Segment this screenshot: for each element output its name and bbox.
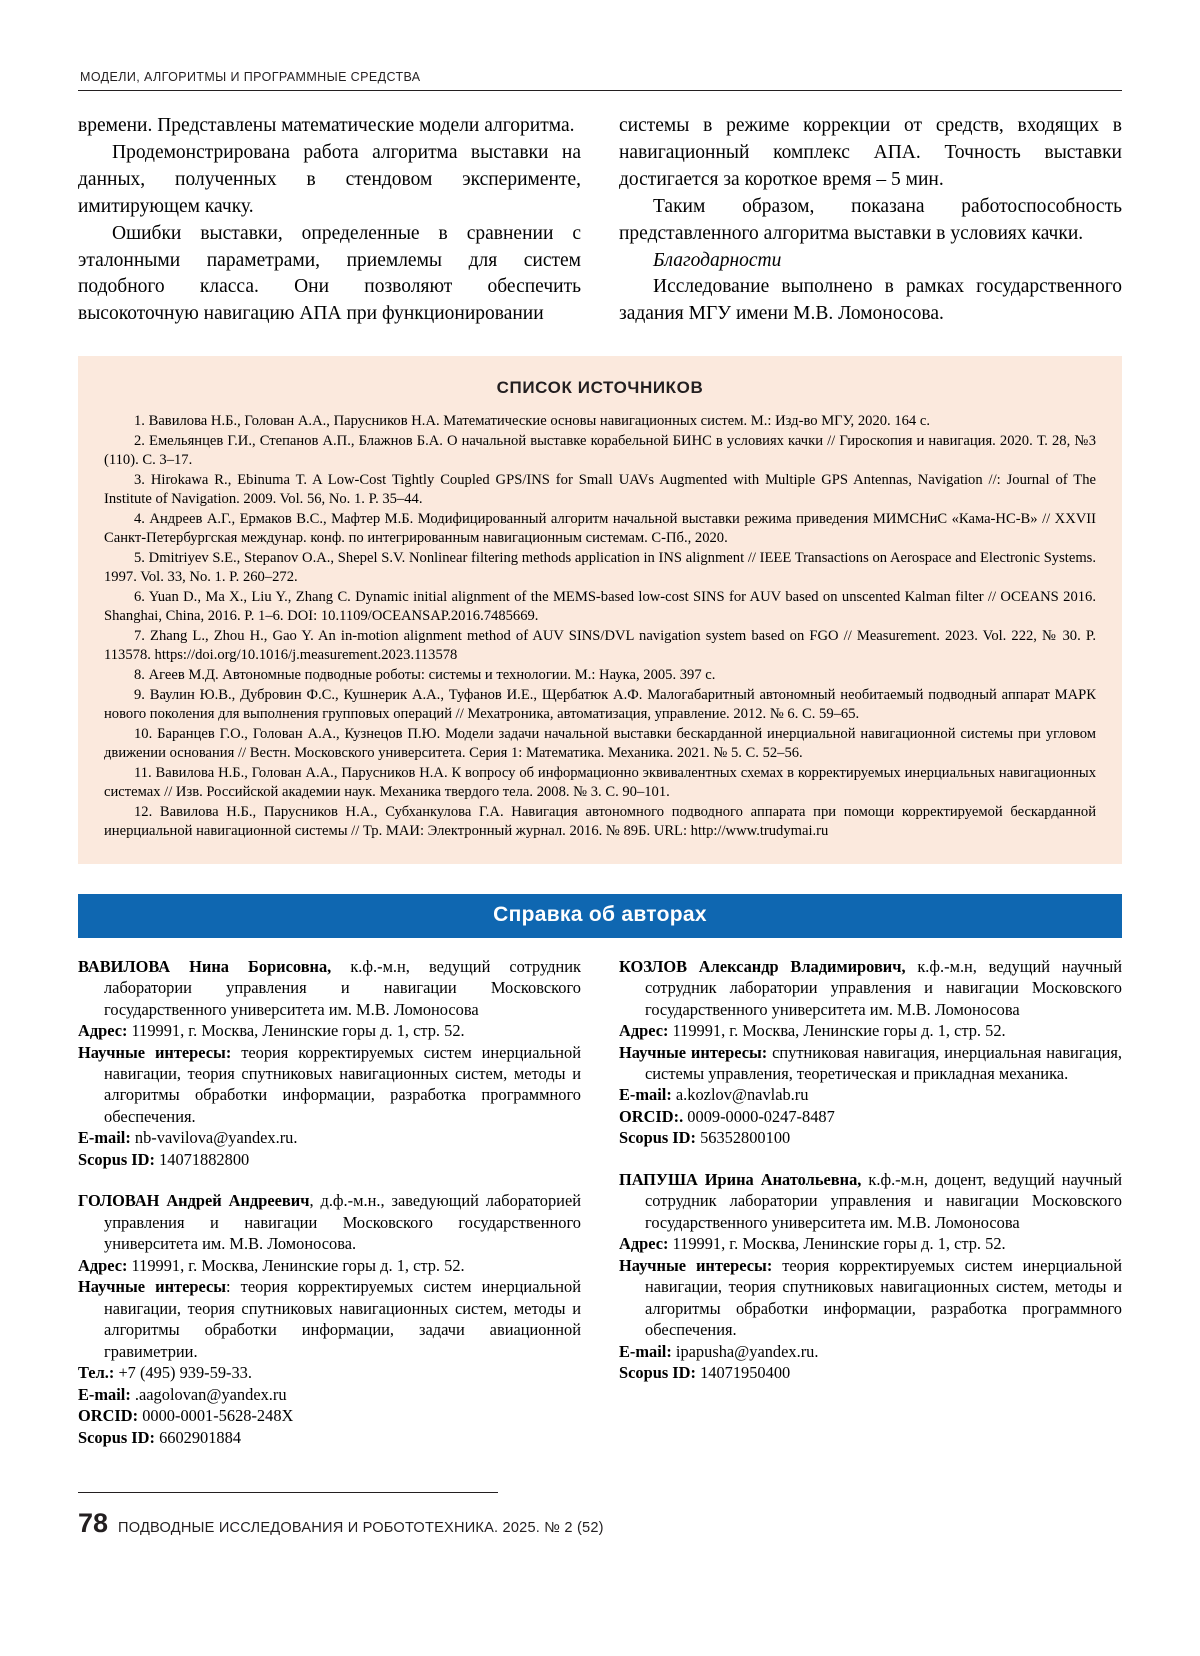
reference-item: 9. Ваулин Ю.В., Дубровин Ф.С., Кушнерик А.А., Туфанов И.Е., Щербатюк А.Ф. Малогабаритный автономный необитаемый подводный аппарат МАРК нового поколения для выполнения групповых операций // Мехатроника, автоматизация, управление. 2012. № 6. С. 59–65. — [104, 686, 1096, 722]
author-position: к.ф.-м.н, ведущий сотрудник лаборатории управления и навигации Московского государственного университета им. М.В. Ломоносова — [104, 956, 581, 1019]
reference-item: 8. Агеев М.Д. Автономные подводные роботы: системы и технологии. М.: Наука, 2005. 397 с. — [134, 666, 716, 683]
authors-section — [78, 956, 1122, 1469]
reference-item: 4. Андреев А.Г., Ермаков В.С., Мафтер М.Б. Модифицированный алгоритм начальной выставки режима приведения МИМСНиС «Кама-НС-В» // XXVII Санкт-Петербургская междунар. конф. по интегрированным навигационным системам. С-Пб., 2020. — [104, 511, 1096, 547]
author-email-line — [78, 1127, 581, 1148]
paragraph: системы в режиме коррекции от средств, входящих в навигационный комплекс АПА. Точность выставки достигается за короткое время – 5 мин. — [619, 115, 1122, 190]
references-box — [78, 356, 1122, 863]
author-scopus-line — [78, 1427, 581, 1448]
acknowledgements-text: Исследование выполнено в рамках государственного задания МГУ имени М.В. Ломоносова. — [619, 276, 1122, 325]
author-name: ВАВИЛОВА Нина Борисовна, — [78, 956, 332, 976]
paragraph: Таким образом, показана работоспособность представленного алгоритма выставки в условиях качки. — [619, 195, 1122, 244]
body-column-left — [78, 113, 581, 328]
author-address-line — [619, 1020, 1122, 1041]
interests-label: Научные интересы: — [78, 1042, 232, 1062]
scopus-value: 56352800100 — [695, 1128, 791, 1148]
author-scopus-line — [619, 1362, 1122, 1383]
author-phone-line — [78, 1362, 581, 1383]
reference-item: 2. Емельянцев Г.И., Степанов А.П., Блажнов Б.А. О начальной выставке корабельной БИНС в условиях качки // Гироскопия и навигация. 2020. Т. 28, №3 (110). С. 3–17. — [104, 433, 1096, 469]
authors-column-right — [619, 956, 1122, 1469]
orcid-label: ORCID: — [78, 1406, 139, 1426]
author-interests-line — [619, 1042, 1122, 1085]
footer — [78, 1508, 604, 1539]
email-value[interactable]: nb-vavilova@yandex.ru. — [130, 1128, 298, 1148]
author-orcid-line — [619, 1106, 1122, 1127]
email-label: E-mail: — [78, 1128, 131, 1148]
author-name: ПАПУША Ирина Анатольевна, — [619, 1169, 862, 1189]
author-entry — [619, 1169, 1122, 1384]
address-label: Адрес: — [619, 1021, 669, 1041]
email-label: E-mail: — [619, 1341, 672, 1361]
acknowledgements-heading: Благодарности — [653, 249, 782, 271]
scopus-value: 14071882800 — [154, 1149, 250, 1169]
reference-item: 11. Вавилова Н.Б., Голован А.А., Парусников Н.А. К вопросу об информационно эквивалентных схемах в корректируемых инерциальных навигационных системах // Изв. Российской академии наук. Механика твердого тела. 2008. № 3. С. 90–101. — [104, 764, 1096, 800]
email-value[interactable]: .aagolovan@yandex.ru — [130, 1384, 287, 1404]
interests-value: спутниковая навигация, инерциальная навигация, системы управления, теоретическая и прикладная механика. — [645, 1042, 1123, 1083]
body-columns — [78, 113, 1122, 328]
email-label: E-mail: — [619, 1085, 672, 1105]
scopus-label: Scopus ID: — [78, 1427, 155, 1447]
footer-rule — [78, 1492, 498, 1493]
page-number: 78 — [78, 1508, 109, 1538]
interests-value: теория корректируемых систем инерциальной навигации, теория спутниковых навигационных систем, методы и алгоритмы обработки информации, разработка программного обеспечения. — [645, 1255, 1122, 1340]
address-label: Адрес: — [619, 1234, 669, 1254]
author-email-line — [619, 1084, 1122, 1105]
address-value: 119991, г. Москва, Ленинские горы д. 1, стр. 52. — [127, 1021, 465, 1041]
email-value[interactable]: ipapusha@yandex.ru. — [671, 1341, 819, 1361]
author-orcid-line — [78, 1405, 581, 1426]
author-interests-line — [619, 1255, 1122, 1341]
body-column-right — [619, 113, 1122, 328]
scopus-value: 14071950400 — [695, 1363, 791, 1383]
address-label: Адрес: — [78, 1255, 128, 1275]
author-address-line — [78, 1255, 581, 1276]
phone-label: Тел.: — [78, 1363, 115, 1383]
author-email-line — [619, 1341, 1122, 1362]
interests-label: Научные интересы: — [619, 1042, 768, 1062]
author-name-line — [619, 1169, 1122, 1233]
running-head-rule — [78, 90, 1122, 91]
phone-value: +7 (495) 939-59-33. — [114, 1363, 252, 1383]
reference-item: 10. Баранцев Г.О., Голован А.А., Кузнецов П.Ю. Модели задачи начальной выставки бескарданной инерциальной навигационной системы при угловом движении основания // Вестн. Московского университета. Серия 1: Математика. Механика. 2021. № 5. С. 52–56. — [104, 725, 1096, 761]
author-interests-line — [78, 1042, 581, 1128]
reference-item: 5. Dmitriyev S.E., Stepanov O.A., Shepel S.V. Nonlinear filtering methods application in INS alignment // IEEE Transactions on Aerospace and Electronic Systems. 1997. Vol. 33, No. 1. P. 260–272. — [104, 550, 1096, 585]
authors-banner: Справка об авторах — [78, 894, 1122, 938]
author-entry — [78, 1190, 581, 1448]
author-scopus-line — [619, 1127, 1122, 1148]
address-value: 119991, г. Москва, Ленинские горы д. 1, стр. 52. — [668, 1234, 1006, 1254]
reference-item: 6. Yuan D., Ma X., Liu Y., Zhang C. Dynamic initial alignment of the MEMS-based low-cost SINS for AUV based on unscented Kalman filter // OCEANS 2016. Shanghai, China, 2016. P. 1–6. DOI: 10.1109/OCEANSAP.2016.7485669. — [104, 588, 1096, 624]
paragraph: Ошибки выставки, определенные в сравнении с эталонными параметрами, приемлемы для систем подобного класса. Они позволяют обеспечить высокоточную навигацию АПА при функционировании — [78, 222, 581, 325]
interests-value: : теория корректируемых систем инерциальной навигации, теория спутниковых навигационных систем, методы и алгоритмы обработки информации, задачи авиационной гравиметрии. — [104, 1277, 582, 1361]
scopus-label: Scopus ID: — [619, 1363, 696, 1383]
interests-label: Научные интересы: — [619, 1255, 773, 1275]
author-name-line — [78, 956, 581, 1020]
running-head: МОДЕЛИ, АЛГОРИТМЫ И ПРОГРАММНЫЕ СРЕДСТВА — [80, 70, 421, 84]
paragraph: времени. Представлены математические модели алгоритма. — [78, 115, 575, 136]
author-entry — [619, 956, 1122, 1149]
author-position: к.ф.-м.н, доцент, ведущий научный сотрудник лаборатории управления и навигации Московского государственного университета им. М.В. Ломоносова — [645, 1169, 1122, 1232]
reference-item: 7. Zhang L., Zhou H., Gao Y. An in-motion alignment method of AUV SINS/DVL navigation system based on FGO // Measurement. 2023. Vol. 222, № 30. P. 113578. https://doi.org/10.1016/j.measurement.2023.113578 — [104, 627, 1096, 663]
author-name-line — [619, 956, 1122, 1020]
scopus-value: 6602901884 — [154, 1427, 242, 1447]
orcid-value: 0009-0000-0247-8487 — [683, 1106, 835, 1126]
interests-label: Научные интересы — [78, 1277, 227, 1297]
references-title: СПИСОК ИСТОЧНИКОВ — [496, 378, 704, 398]
email-value[interactable]: a.kozlov@navlab.ru — [671, 1085, 809, 1105]
author-position: , д.ф.-м.н., заведующий лабораторией управления и навигации Московского государственного университета им. М.В. Ломоносова. — [104, 1191, 581, 1254]
references-list — [104, 412, 1096, 840]
orcid-value: 0000-0001-5628-248X — [138, 1406, 294, 1426]
author-entry — [78, 956, 581, 1171]
author-address-line — [619, 1233, 1122, 1254]
footer-journal-text: ПОДВОДНЫЕ ИССЛЕДОВАНИЯ И РОБОТОТЕХНИКА. 2025. № 2 (52) — [118, 1520, 604, 1536]
author-scopus-line — [78, 1149, 581, 1170]
interests-value: теория корректируемых систем инерциальной навигации, теория спутниковых навигационных систем, методы и алгоритмы обработки информации, разработка программного обеспечения. — [104, 1042, 581, 1126]
author-email-line — [78, 1384, 581, 1405]
author-name: КОЗЛОВ Александр Владимирович, — [619, 956, 906, 976]
email-label: E-mail: — [78, 1384, 131, 1404]
reference-item: 3. Hirokawa R., Ebinuma T. A Low-Cost Tightly Coupled GPS/INS for Small UAVs Augmented with Multiple GPS Antennas, Navigation //: Journal of The Institute of Navigation. 2009. Vol. 56, No. 1. P. 35–44. — [104, 472, 1096, 508]
address-label: Адрес: — [78, 1021, 128, 1041]
author-address-line — [78, 1020, 581, 1041]
author-position: к.ф.-м.н, ведущий научный сотрудник лаборатории управления и навигации Московского государственного университета им. М.В. Ломоносова — [645, 956, 1122, 1019]
authors-column-left — [78, 956, 581, 1469]
author-name: ГОЛОВАН Андрей Андреевич — [78, 1191, 310, 1211]
address-value: 119991, г. Москва, Ленинские горы д. 1, стр. 52. — [668, 1021, 1006, 1041]
reference-item: 12. Вавилова Н.Б., Парусников Н.А., Субханкулова Г.А. Навигация автономного подводного аппарата при помощи корректируемой бескарданной инерциальной навигационной системы // Тр. МАИ: Электронный журнал. 2016. № 89Б. URL: http://www.trudymai.ru — [104, 803, 1096, 839]
orcid-label: ORCID:. — [619, 1106, 684, 1126]
scopus-label: Scopus ID: — [619, 1128, 696, 1148]
author-interests-line — [78, 1276, 581, 1362]
scopus-label: Scopus ID: — [78, 1149, 155, 1169]
paragraph: Продемонстрирована работа алгоритма выставки на данных, полученных в стендовом эксперименте, имитирующем качку. — [78, 141, 581, 217]
address-value: 119991, г. Москва, Ленинские горы д. 1, стр. 52. — [127, 1255, 465, 1275]
author-name-line — [78, 1190, 581, 1254]
reference-item: 1. Вавилова Н.Б., Голован А.А., Парусников Н.А. Математические основы навигационных систем. М.: Изд-во МГУ, 2020. 164 с. — [134, 413, 931, 430]
